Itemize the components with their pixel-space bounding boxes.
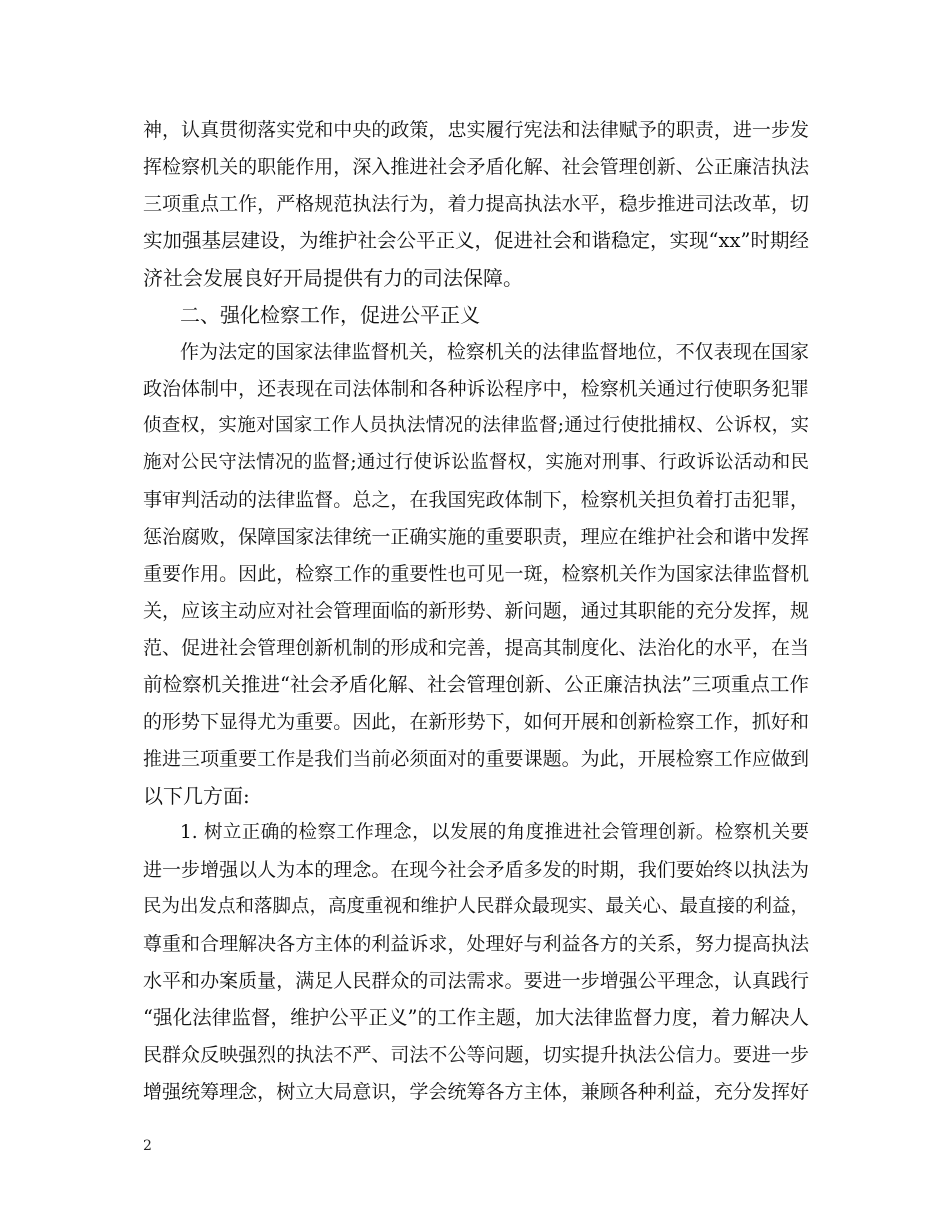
paragraph-line: 进一步增强以人为本的理念。在现今社会矛盾多发的时期，我们要始终以执法为 (143, 859, 809, 881)
page-number: 2 (143, 1138, 152, 1154)
paragraph-line: 增强统筹理念，树立大局意识，学会统筹各方主体，兼顾各种利益，充分发挥好 (143, 1081, 809, 1103)
paragraph-line: 重要作用。因此，检察工作的重要性也可见一斑，检察机关作为国家法律监督机 (143, 563, 809, 585)
paragraph-line: 作为法定的国家法律监督机关，检察机关的法律监督地位，不仅表现在国家 (180, 341, 809, 363)
paragraph-line: 事审判活动的法律监督。总之，在我国宪政体制下，检察机关担负着打击犯罪， (143, 489, 809, 511)
paragraph-line: 的形势下显得尤为重要。因此，在新形势下，如何开展和创新检察工作，抓好和 (143, 711, 809, 733)
paragraph-line: 侦查权，实施对国家工作人员执法情况的法律监督;通过行使批捕权、公诉权，实 (143, 415, 809, 436)
paragraph-line: 推进三项重要工作是我们当前必须面对的重要课题。为此，开展检察工作应做到 (143, 748, 809, 770)
paragraph-line: 民群众反映强烈的执法不严、司法不公等问题，切实提升执法公信力。要进一步 (143, 1044, 809, 1066)
paragraph-line: 前检察机关推进“社会矛盾化解、社会管理创新、公正廉洁执法”三项重点工作 (143, 673, 809, 696)
paragraph-line: “强化法律监督，维护公平正义”的工作主题，加大法律监督力度，着力解决人 (143, 1006, 809, 1029)
paragraph-line: 实加强基层建设，为维护社会公平正义，促进社会和谐稳定，实现“xx”时期经 (143, 229, 809, 252)
paragraph-line: 挥检察机关的职能作用，深入推进社会矛盾化解、社会管理创新、公正廉洁执法 (143, 156, 809, 178)
paragraph-line: 施对公民守法情况的监督;通过行使诉讼监督权，实施对刑事、行政诉讼活动和民 (143, 452, 809, 473)
paragraph-line: 惩治腐败，保障国家法律统一正确实施的重要职责，理应在维护社会和谐中发挥 (143, 526, 809, 548)
paragraph-line: 1. 树立正确的检察工作理念，以发展的角度推进社会管理创新。检察机关要 (180, 822, 809, 843)
paragraph-line: 民为出发点和落脚点，高度重视和维护人民群众最现实、最关心、最直接的利益， (143, 896, 810, 917)
paragraph-line: 神，认真贯彻落实党和中央的政策，忠实履行宪法和法律赋予的职责，进一步发 (143, 119, 809, 141)
paragraph-line: 济社会发展良好开局提供有力的司法保障。 (143, 266, 523, 290)
paragraph-line: 水平和办案质量，满足人民群众的司法需求。要进一步增强公平理念，认真践行 (143, 970, 809, 992)
paragraph-line: 以下几方面: (143, 784, 250, 808)
section-heading: 二、强化检察工作，促进公平正义 (180, 303, 480, 327)
paragraph-line: 尊重和合理解决各方主体的利益诉求，处理好与利益各方的关系，努力提高执法 (143, 933, 809, 955)
paragraph-line: 关，应该主动应对社会管理面临的新形势、新问题，通过其职能的充分发挥，规 (143, 600, 809, 622)
paragraph-line: 范、促进社会管理创新机制的形成和完善，提高其制度化、法治化的水平，在当 (143, 637, 809, 659)
paragraph-line: 三项重点工作，严格规范执法行为，着力提高执法水平，稳步推进司法改革，切 (143, 193, 809, 215)
paragraph-line: 政治体制中，还表现在司法体制和各种诉讼程序中，检察机关通过行使职务犯罪 (143, 378, 809, 400)
